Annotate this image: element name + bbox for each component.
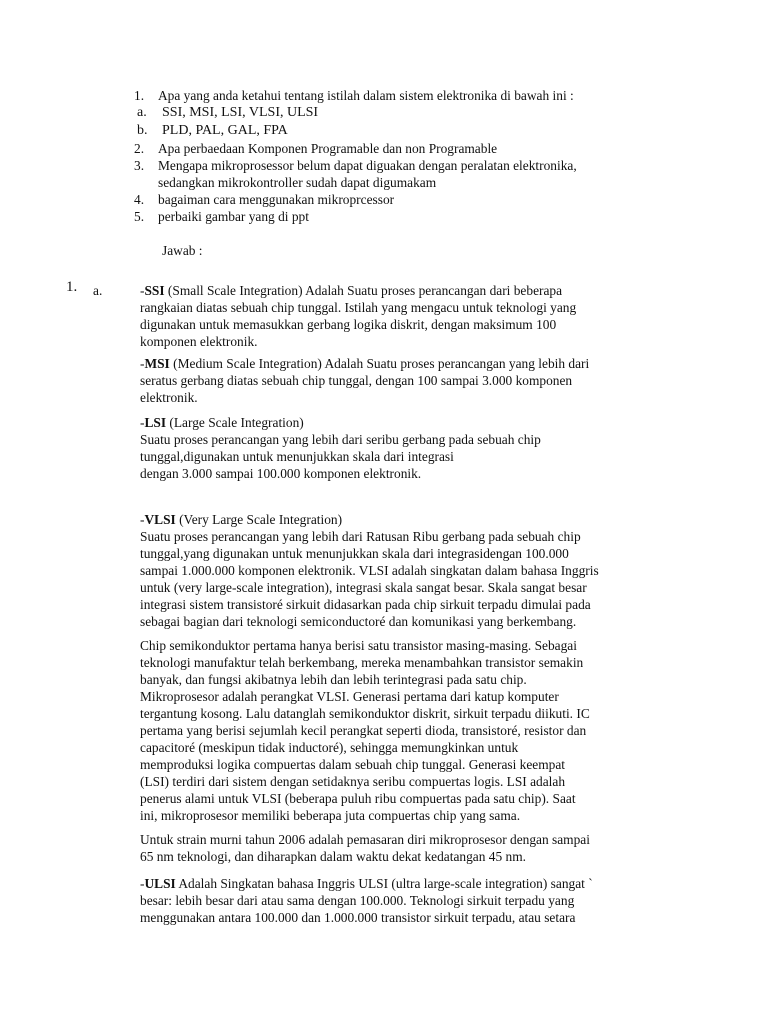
paragraph-line: besar: lebih besar dari atau sama dengan 100.000. Teknologi sirkuit terpadu yang <box>140 893 575 908</box>
answer-letter: a. <box>93 283 103 298</box>
paragraph-line: capacitoré (meskipun tidak inductoré), sehingga memungkinkan untuk <box>140 740 519 755</box>
question-list <box>0 87 768 225</box>
term-ssi: SSI <box>144 283 165 298</box>
paragraph-line: teknologi manufaktur telah berkembang, mereka menambahkan transistor semakin <box>140 655 584 670</box>
paragraph-line: 65 nm teknologi, dan diharapkan dalam waktu dekat kedatangan 45 nm. <box>140 849 526 864</box>
paragraph-line <box>140 355 700 372</box>
paragraph-line: elektronik. <box>140 390 198 405</box>
line-text: (Very Large Scale Integration) <box>175 512 343 527</box>
paragraph-line: digunakan untuk memasukkan gerbang logika diskrit, dengan maksimum 100 <box>140 317 557 332</box>
answer-number: 1. <box>66 279 78 295</box>
paragraph-line: sebagai bagian dari teknologi semiconductoré dan komunikasi yang berkembang. <box>140 614 577 629</box>
question-item <box>0 87 768 104</box>
question-text: bagaiman cara menggunakan mikroprcessor <box>158 192 395 207</box>
question-text: perbaiki gambar yang di ppt <box>158 209 309 224</box>
question-text: Apa perbaedaan Komponen Programable dan non Programable <box>158 141 498 156</box>
paragraph-line: tunggal,yang digunakan untuk menunjukkan skala dari integrasidengan 100.000 <box>140 546 569 561</box>
paragraph-line <box>140 511 700 528</box>
paragraph-line: rangkaian diatas sebuah chip tunggal. Istilah yang mengacu untuk teknologi yang <box>140 300 577 315</box>
paragraph-line: sampai 1.000.000 komponen elektronik. VLSI adalah singkatan dalam bahasa Inggris <box>140 563 599 578</box>
term-lsi: LSI <box>144 415 167 430</box>
term-prefix: - <box>140 512 145 527</box>
paragraph-line: (LSI) terdiri dari sistem dengan setidaknya seribu compuertas logis. LSI adalah <box>140 774 566 789</box>
paragraph-line: penerus alami untuk VLSI (beberapa puluh ribu compuertas pada satu chip). Saat <box>140 791 576 806</box>
paragraph-line: Suatu proses perancangan yang lebih dari Ratusan Ribu gerbang pada sebuah chip <box>140 529 581 544</box>
line-text: (Medium Scale Integration) Adalah Suatu proses perancangan yang lebih dari <box>169 356 590 371</box>
term-prefix: - <box>140 283 145 298</box>
question-text: PLD, PAL, GAL, FPA <box>162 123 288 138</box>
question-number: 2. <box>134 141 145 156</box>
strain-paragraph <box>140 831 700 865</box>
question-number: 4. <box>134 192 145 207</box>
paragraph-line: Untuk strain murni tahun 2006 adalah pemasaran diri mikroprosesor dengan sampai <box>140 832 590 847</box>
question-text: Apa yang anda ketahui tentang istilah dalam sistem elektronika di bawah ini : <box>158 88 574 103</box>
question-text: SSI, MSI, LSI, VLSI, ULSI <box>162 105 319 120</box>
paragraph-line: tunggal,digunakan untuk menunjukkan skala dari integrasi <box>140 449 454 464</box>
paragraph-line: integrasi sistem transistoré sirkuit didasarkan pada chip sirkuit terpadu dimulai pada <box>140 597 591 612</box>
lsi-paragraph <box>140 414 700 482</box>
question-subitem <box>0 104 768 122</box>
vlsi-paragraph <box>140 511 700 630</box>
paragraph-line: komponen elektronik. <box>140 334 258 349</box>
paragraph-line <box>140 282 700 299</box>
paragraph-line: untuk (very large-scale integration), integrasi skala sangat besar. Skala sangat besar <box>140 580 587 595</box>
question-subitem <box>0 122 768 140</box>
term-msi: MSI <box>144 356 170 371</box>
ulsi-paragraph <box>140 875 700 926</box>
paragraph-line: ini, mikroprosesor memiliki beberapa juta compuertas chip yang sama. <box>140 808 521 823</box>
question-item <box>0 140 768 157</box>
paragraph-line: Mikroprosesor adalah perangkat VLSI. Generasi pertama dari katup komputer <box>140 689 559 704</box>
question-text: sedangkan mikrokontroller sudah dapat digumakam <box>158 175 437 190</box>
line-text: (Large Scale Integration) <box>166 415 304 430</box>
paragraph-line: banyak, dan fungsi akibatnya lebih dan lebih terintegrasi pada satu chip. <box>140 672 527 687</box>
paragraph-line <box>140 875 700 892</box>
question-number: a. <box>137 105 147 120</box>
term-ulsi: ULSI <box>144 876 176 891</box>
ssi-paragraph <box>140 282 700 350</box>
question-item <box>0 208 768 225</box>
paragraph-line: menggunakan antara 100.000 dan 1.000.000 transistor sirkuit terpadu, atau setara <box>140 910 576 925</box>
term-prefix: - <box>140 876 145 891</box>
term-prefix: - <box>140 356 145 371</box>
paragraph-line: pertama yang berisi sejumlah kecil perangkat seperti dioda, transistoré, resistor dan <box>140 723 587 738</box>
msi-paragraph <box>140 355 700 406</box>
paragraph-line <box>140 414 700 431</box>
question-number: 1. <box>134 88 145 103</box>
question-number: 3. <box>134 158 145 173</box>
paragraph-line: Suatu proses perancangan yang lebih dari seribu gerbang pada sebuah chip <box>140 432 541 447</box>
paragraph-line: dengan 3.000 sampai 100.000 komponen elektronik. <box>140 466 422 481</box>
line-text: Adalah Singkatan bahasa Inggris ULSI (ultra large-scale integration) sangat ` <box>175 876 593 891</box>
answer-heading: Jawab : <box>162 243 203 258</box>
paragraph-line: memproduksi logika compuertas dalam sebuah chip tunggal. Generasi keempat <box>140 757 566 772</box>
paragraph-line: tergantung kosong. Lalu datanglah semikonduktor diskrit, sirkuit terpadu diikuti. IC <box>140 706 590 721</box>
question-continuation <box>0 174 768 191</box>
question-number: 5. <box>134 209 145 224</box>
question-number: b. <box>137 123 148 138</box>
question-item <box>0 191 768 208</box>
question-item <box>0 157 768 174</box>
question-text: Mengapa mikroprosessor belum dapat diguakan dengan peralatan elektronika, <box>158 158 577 173</box>
paragraph-line: seratus gerbang diatas sebuah chip tunggal, dengan 100 sampai 3.000 komponen <box>140 373 573 388</box>
line-text: (Small Scale Integration) Adalah Suatu proses perancangan dari beberapa <box>164 283 563 298</box>
term-prefix: - <box>140 415 145 430</box>
chip-paragraph <box>140 637 700 824</box>
paragraph-line: Chip semikonduktor pertama hanya berisi satu transistor masing-masing. Sebagai <box>140 638 577 653</box>
term-vlsi: VLSI <box>144 512 176 527</box>
